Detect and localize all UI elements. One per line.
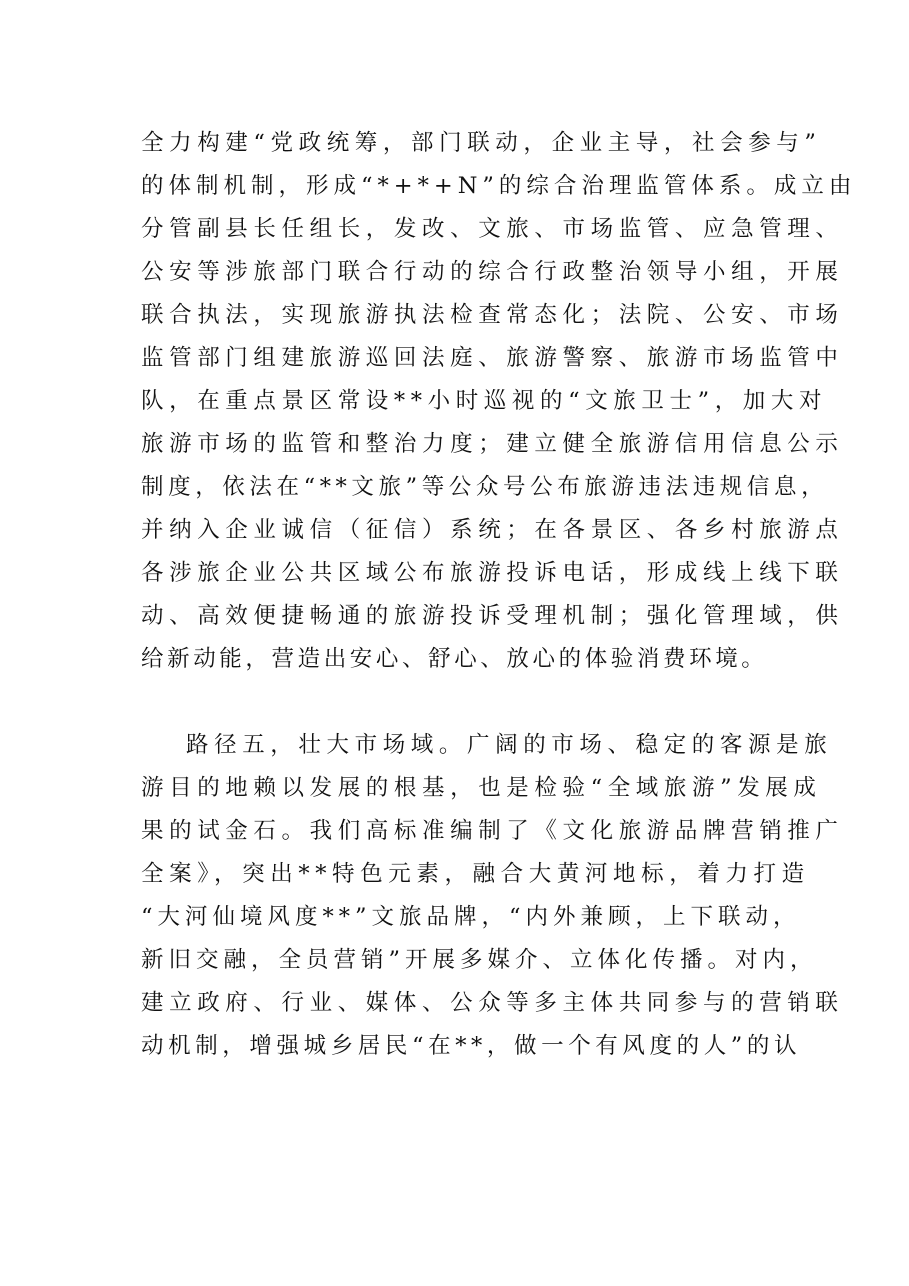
text-line: 建立政府、行业、媒体、公众等多主体共同参与的营销联 [141,990,844,1016]
text-line: 旅游市场的监管和整治力度；建立健全旅游信用信息公示 [141,431,844,457]
text-line: 动、高效便捷畅通的旅游投诉受理机制；强化管理域，供 [141,603,844,629]
text-line: 路径五，壮大市场域。广阔的市场、稳定的客源是旅 [186,732,833,758]
text-line: “大河仙境风度**”文旅品牌，“内外兼顾，上下联动， [141,904,801,930]
text-line: 果的试金石。我们高标准编制了《文化旅游品牌营销推广 [141,818,844,844]
text-line: 的体制机制，形成“*+*+N”的综合治理监管体系。成立由 [141,173,857,199]
text-line: 公安等涉旅部门联合行动的综合行政整治领导小组，开展 [141,259,844,285]
text-line: 联合执法，实现旅游执法检查常态化；法院、公安、市场 [141,302,844,328]
text-line: 给新动能，营造出安心、舒心、放心的体验消费环境。 [141,646,768,672]
text-line: 游目的地赖以发展的根基，也是检验“全域旅游”发展成 [141,775,822,801]
text-line: 动机制，增强城乡居民“在**，做一个有风度的人”的认 [141,1033,802,1059]
text-line: 全力构建“党政统筹，部门联动，企业主导，社会参与” [141,130,822,156]
text-line: 各涉旅企业公共区域公布旅游投诉电话，形成线上线下联 [141,560,844,586]
text-line: 队，在重点景区常设**小时巡视的“文旅卫士”，加大对 [141,388,828,414]
text-line: 新旧交融，全员营销”开展多媒介、立体化传播。对内， [141,947,818,973]
text-line: 监管部门组建旅游巡回法庭、旅游警察、旅游市场监管中 [141,345,844,371]
text-line: 全案》，突出**特色元素，融合大黄河地标，着力打造 [141,861,810,887]
text-line: 并纳入企业诚信（征信）系统；在各景区、各乡村旅游点 [141,517,844,543]
text-line: 制度，依法在“**文旅”等公众号公布旅游违法违规信息， [141,474,829,500]
text-line: 分管副县长任组长，发改、文旅、市场监管、应急管理、 [141,216,844,242]
